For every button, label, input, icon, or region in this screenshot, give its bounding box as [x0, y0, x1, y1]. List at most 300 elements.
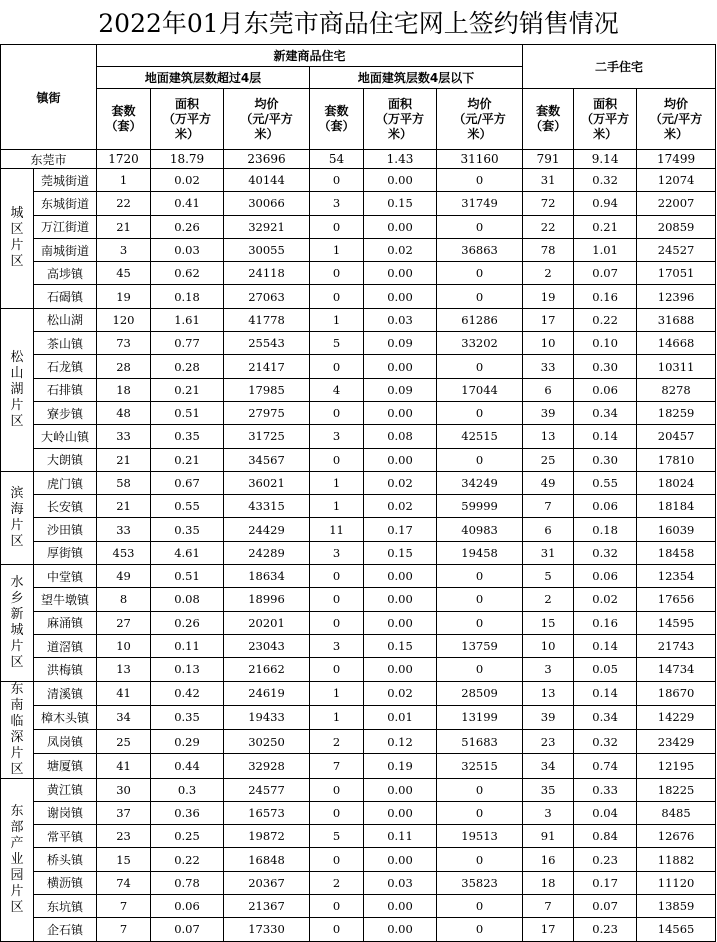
town-name: 东城街道: [34, 192, 97, 215]
table-cell: 18259: [637, 401, 716, 424]
table-cell: 13199: [437, 705, 523, 729]
town-name: 松山湖: [34, 308, 97, 331]
table-cell: 0.00: [364, 918, 437, 941]
table-cell: 0.03: [151, 238, 224, 261]
town-name: 洪梅镇: [34, 658, 97, 681]
table-cell: 7: [97, 895, 151, 918]
table-cell: 0: [437, 611, 523, 634]
table-cell: 42515: [437, 425, 523, 448]
table-cell: 0.51: [151, 401, 224, 424]
table-cell: 18: [523, 871, 574, 894]
table-cell: 0.13: [151, 658, 224, 681]
table-cell: 17810: [637, 448, 716, 471]
table-cell: 0.00: [364, 401, 437, 424]
table-row: [1, 895, 716, 918]
table-cell: 0.03: [364, 871, 437, 894]
table-cell: 9.14: [574, 150, 637, 169]
table-cell: 49: [97, 565, 151, 588]
table-cell: 0: [310, 588, 364, 611]
table-cell: 27: [97, 611, 151, 634]
table-cell: 36863: [437, 238, 523, 261]
table-cell: 7: [523, 495, 574, 518]
table-cell: 25543: [224, 332, 310, 355]
table-cell: 0: [310, 658, 364, 681]
table-cell: 20201: [224, 611, 310, 634]
table-cell: 0.23: [574, 918, 637, 941]
town-name: 南城街道: [34, 238, 97, 261]
table-cell: 0.11: [364, 825, 437, 848]
table-cell: 0: [437, 355, 523, 378]
table-cell: 7: [523, 895, 574, 918]
table-cell: 0.07: [574, 262, 637, 285]
town-name: 常平镇: [34, 825, 97, 848]
table-cell: 4.61: [151, 541, 224, 564]
table-cell: 10: [97, 634, 151, 657]
table-cell: 5: [310, 825, 364, 848]
table-cell: 1: [310, 681, 364, 705]
table-cell: 1.61: [151, 308, 224, 331]
table-cell: 453: [97, 541, 151, 564]
table-cell: 18184: [637, 495, 716, 518]
table-cell: 32515: [437, 754, 523, 778]
table-cell: 19: [523, 285, 574, 308]
table-cell: 0.26: [151, 215, 224, 238]
table-cell: 24619: [224, 681, 310, 705]
table-cell: 8: [97, 588, 151, 611]
table-cell: 15: [523, 611, 574, 634]
price-column-header: 均价 （元/平方 米）: [224, 89, 310, 150]
town-name: 企石镇: [34, 918, 97, 941]
table-cell: 0.08: [151, 588, 224, 611]
table-cell: 0.16: [574, 611, 637, 634]
table-cell: 25: [523, 448, 574, 471]
table-cell: 0.28: [151, 355, 224, 378]
district-label: 水 乡 新 城 片 区: [1, 565, 34, 681]
table-cell: 0: [310, 918, 364, 941]
units-column-header: 套数 （套）: [97, 89, 151, 150]
table-cell: 0.44: [151, 754, 224, 778]
table-cell: 31: [523, 169, 574, 192]
table-cell: 0: [437, 262, 523, 285]
table-cell: 0.02: [151, 169, 224, 192]
table-cell: 0: [437, 895, 523, 918]
table-cell: 3: [310, 634, 364, 657]
table-cell: 31749: [437, 192, 523, 215]
table-cell: 3: [523, 658, 574, 681]
table-cell: 791: [523, 150, 574, 169]
table-cell: 0.36: [151, 801, 224, 824]
area-column-header: 面积 （万平方 米）: [151, 89, 224, 150]
table-cell: 7: [97, 918, 151, 941]
table-cell: 23: [97, 825, 151, 848]
table-cell: 0.42: [151, 681, 224, 705]
table-cell: 0: [437, 565, 523, 588]
table-cell: 19458: [437, 541, 523, 564]
table-row: [1, 681, 716, 705]
table-cell: 0: [437, 778, 523, 801]
table-cell: 91: [523, 825, 574, 848]
table-cell: 59999: [437, 495, 523, 518]
table-cell: 0: [310, 215, 364, 238]
table-cell: 19513: [437, 825, 523, 848]
table-cell: 45: [97, 262, 151, 285]
table-row: [1, 541, 716, 564]
town-name: 寮步镇: [34, 401, 97, 424]
table-cell: 14229: [637, 705, 716, 729]
table-cell: 18634: [224, 565, 310, 588]
table-cell: 58: [97, 471, 151, 494]
table-cell: 11120: [637, 871, 716, 894]
table-cell: 12354: [637, 565, 716, 588]
table-cell: 0.06: [151, 895, 224, 918]
table-cell: 0.03: [364, 308, 437, 331]
table-cell: 0: [310, 801, 364, 824]
table-row: [1, 658, 716, 681]
table-cell: 0.00: [364, 169, 437, 192]
table-cell: 6: [523, 518, 574, 541]
town-name: 石排镇: [34, 378, 97, 401]
table-cell: 0.17: [574, 871, 637, 894]
table-cell: 40983: [437, 518, 523, 541]
town-name: 厚街镇: [34, 541, 97, 564]
table-cell: 19: [97, 285, 151, 308]
table-row: [1, 825, 716, 848]
table-cell: 12676: [637, 825, 716, 848]
table-cell: 0.30: [574, 355, 637, 378]
table-cell: 0: [310, 285, 364, 308]
table-row: [1, 192, 716, 215]
table-row: [1, 705, 716, 729]
table-cell: 8278: [637, 378, 716, 401]
town-name: 虎门镇: [34, 471, 97, 494]
table-cell: 14595: [637, 611, 716, 634]
table-cell: 24527: [637, 238, 716, 261]
new-housing-header: 新建商品住宅: [97, 45, 523, 67]
table-cell: 0.23: [574, 848, 637, 871]
town-name: 长安镇: [34, 495, 97, 518]
table-row: [1, 378, 716, 401]
table-cell: 0.35: [151, 425, 224, 448]
town-name: 塘厦镇: [34, 754, 97, 778]
table-cell: 43315: [224, 495, 310, 518]
table-cell: 0.74: [574, 754, 637, 778]
town-name: 望牛墩镇: [34, 588, 97, 611]
table-cell: 24429: [224, 518, 310, 541]
table-cell: 51683: [437, 730, 523, 754]
table-cell: 1: [310, 705, 364, 729]
table-cell: 0.12: [364, 730, 437, 754]
table-cell: 0.32: [574, 541, 637, 564]
sales-table: [0, 44, 716, 942]
table-row: [1, 355, 716, 378]
table-cell: 28: [97, 355, 151, 378]
table-cell: 0.00: [364, 801, 437, 824]
table-cell: 0.00: [364, 588, 437, 611]
district-label: 东 南 临 深 片 区: [1, 681, 34, 778]
table-cell: 41: [97, 754, 151, 778]
table-cell: 1: [310, 308, 364, 331]
table-cell: 6: [523, 378, 574, 401]
table-cell: 32921: [224, 215, 310, 238]
table-cell: 8485: [637, 801, 716, 824]
table-cell: 1: [310, 238, 364, 261]
table-cell: 23043: [224, 634, 310, 657]
page-title: 2022年01月东莞市商品住宅网上签约销售情况: [98, 9, 619, 38]
area-column-header: 面积 （万平方 米）: [574, 89, 637, 150]
table-cell: 30250: [224, 730, 310, 754]
table-cell: 28509: [437, 681, 523, 705]
table-cell: 0.41: [151, 192, 224, 215]
table-cell: 14668: [637, 332, 716, 355]
table-cell: 49: [523, 471, 574, 494]
table-cell: 0.10: [574, 332, 637, 355]
table-cell: 20859: [637, 215, 716, 238]
table-cell: 24289: [224, 541, 310, 564]
table-cell: 16848: [224, 848, 310, 871]
below4-header: 地面建筑层数4层以下: [310, 67, 523, 89]
table-cell: 0.32: [574, 169, 637, 192]
table-cell: 21417: [224, 355, 310, 378]
table-cell: 11882: [637, 848, 716, 871]
table-cell: 3: [310, 192, 364, 215]
table-row: [1, 634, 716, 657]
table-cell: 18024: [637, 471, 716, 494]
table-cell: 33: [523, 355, 574, 378]
table-cell: 0: [310, 778, 364, 801]
table-row: [1, 401, 716, 424]
table-cell: 0: [437, 215, 523, 238]
town-name: 横沥镇: [34, 871, 97, 894]
table-cell: 0.21: [151, 448, 224, 471]
table-cell: 10311: [637, 355, 716, 378]
table-cell: 18996: [224, 588, 310, 611]
table-cell: 0.05: [574, 658, 637, 681]
table-cell: 0.33: [574, 778, 637, 801]
table-cell: 7: [310, 754, 364, 778]
district-label: 松 山 湖 片 区: [1, 308, 34, 471]
town-name: 石龙镇: [34, 355, 97, 378]
table-cell: 35823: [437, 871, 523, 894]
table-cell: 3: [310, 425, 364, 448]
table-row: [1, 611, 716, 634]
city-name: 东莞市: [1, 150, 97, 169]
table-cell: 0.02: [364, 681, 437, 705]
table-cell: 25: [97, 730, 151, 754]
table-cell: 0.00: [364, 285, 437, 308]
table-cell: 0.32: [574, 730, 637, 754]
district-label: 东 部 产 业 园 片 区: [1, 778, 34, 941]
table-cell: 27063: [224, 285, 310, 308]
table-cell: 0.00: [364, 895, 437, 918]
table-cell: 0.55: [151, 495, 224, 518]
table-cell: 20457: [637, 425, 716, 448]
table-cell: 34249: [437, 471, 523, 494]
table-cell: 0.06: [574, 378, 637, 401]
table-cell: 0.25: [151, 825, 224, 848]
table-cell: 33202: [437, 332, 523, 355]
town-name: 莞城街道: [34, 169, 97, 192]
table-cell: 0: [437, 848, 523, 871]
table-cell: 17051: [637, 262, 716, 285]
table-cell: 0.07: [574, 895, 637, 918]
table-cell: 0.62: [151, 262, 224, 285]
table-cell: 22007: [637, 192, 716, 215]
table-cell: 13: [97, 658, 151, 681]
table-cell: 0: [437, 801, 523, 824]
table-cell: 0.35: [151, 518, 224, 541]
table-cell: 0.22: [151, 848, 224, 871]
table-cell: 0: [310, 565, 364, 588]
table-cell: 48: [97, 401, 151, 424]
table-cell: 13: [523, 681, 574, 705]
table-cell: 17: [523, 918, 574, 941]
table-cell: 31: [523, 541, 574, 564]
table-cell: 0: [310, 895, 364, 918]
table-cell: 39: [523, 401, 574, 424]
table-cell: 0.11: [151, 634, 224, 657]
table-cell: 37: [97, 801, 151, 824]
town-header: 镇街: [1, 45, 97, 150]
table-cell: 3: [97, 238, 151, 261]
table-cell: 19872: [224, 825, 310, 848]
table-row: [1, 871, 716, 894]
town-name: 道滘镇: [34, 634, 97, 657]
table-cell: 0.51: [151, 565, 224, 588]
table-cell: 0.00: [364, 565, 437, 588]
table-cell: 78: [523, 238, 574, 261]
table-cell: 18458: [637, 541, 716, 564]
table-cell: 10: [523, 332, 574, 355]
table-cell: 0.19: [364, 754, 437, 778]
table-cell: 36021: [224, 471, 310, 494]
table-cell: 0: [310, 448, 364, 471]
table-cell: 0.34: [574, 401, 637, 424]
town-name: 万江街道: [34, 215, 97, 238]
town-name: 茶山镇: [34, 332, 97, 355]
table-cell: 1.01: [574, 238, 637, 261]
table-cell: 30: [97, 778, 151, 801]
table-cell: 21367: [224, 895, 310, 918]
table-cell: 40144: [224, 169, 310, 192]
table-cell: 19433: [224, 705, 310, 729]
table-cell: 14565: [637, 918, 716, 941]
table-cell: 34: [97, 705, 151, 729]
table-cell: 4: [310, 378, 364, 401]
table-cell: 27975: [224, 401, 310, 424]
table-cell: 21743: [637, 634, 716, 657]
table-cell: 1.43: [364, 150, 437, 169]
table-cell: 18.79: [151, 150, 224, 169]
table-cell: 0.21: [151, 378, 224, 401]
table-cell: 33: [97, 518, 151, 541]
table-cell: 0.00: [364, 778, 437, 801]
table-cell: 0.21: [574, 215, 637, 238]
table-cell: 0.00: [364, 848, 437, 871]
table-cell: 15: [97, 848, 151, 871]
table-row: [1, 495, 716, 518]
price-column-header: 均价 （元/平方 米）: [637, 89, 716, 150]
table-cell: 12195: [637, 754, 716, 778]
table-cell: 0: [437, 169, 523, 192]
table-cell: 0.00: [364, 262, 437, 285]
town-name: 桥头镇: [34, 848, 97, 871]
table-row: [1, 425, 716, 448]
table-cell: 17985: [224, 378, 310, 401]
table-cell: 0.67: [151, 471, 224, 494]
table-cell: 23429: [637, 730, 716, 754]
table-cell: 20367: [224, 871, 310, 894]
table-row: [1, 285, 716, 308]
table-row: [1, 238, 716, 261]
table-cell: 0.15: [364, 541, 437, 564]
table-cell: 33: [97, 425, 151, 448]
table-cell: 0.00: [364, 355, 437, 378]
table-cell: 32928: [224, 754, 310, 778]
table-cell: 74: [97, 871, 151, 894]
table-row: [1, 730, 716, 754]
table-cell: 0.17: [364, 518, 437, 541]
table-cell: 3: [523, 801, 574, 824]
table-cell: 17: [523, 308, 574, 331]
town-name: 高埗镇: [34, 262, 97, 285]
table-row: [1, 754, 716, 778]
table-cell: 5: [523, 565, 574, 588]
table-cell: 0.09: [364, 332, 437, 355]
table-cell: 23: [523, 730, 574, 754]
town-name: 清溪镇: [34, 681, 97, 705]
town-name: 东坑镇: [34, 895, 97, 918]
table-cell: 1720: [97, 150, 151, 169]
price-column-header: 均价 （元/平方 米）: [437, 89, 523, 150]
table-cell: 2: [523, 262, 574, 285]
table-cell: 0.00: [364, 448, 437, 471]
table-cell: 54: [310, 150, 364, 169]
table-cell: 16: [523, 848, 574, 871]
units-column-header: 套数 （套）: [310, 89, 364, 150]
table-cell: 0: [437, 285, 523, 308]
table-cell: 17044: [437, 378, 523, 401]
table-cell: 17330: [224, 918, 310, 941]
table-cell: 1: [97, 169, 151, 192]
table-cell: 2: [310, 871, 364, 894]
table-row: [1, 918, 716, 941]
table-cell: 17499: [637, 150, 716, 169]
table-cell: 0.35: [151, 705, 224, 729]
table-cell: 0.30: [574, 448, 637, 471]
table-cell: 11: [310, 518, 364, 541]
table-cell: 0.3: [151, 778, 224, 801]
table-cell: 16573: [224, 801, 310, 824]
table-cell: 0.15: [364, 192, 437, 215]
table-cell: 21662: [224, 658, 310, 681]
table-cell: 34567: [224, 448, 310, 471]
table-cell: 10: [523, 634, 574, 657]
table-cell: 0: [310, 611, 364, 634]
table-cell: 0.34: [574, 705, 637, 729]
table-cell: 21: [97, 495, 151, 518]
town-name: 大朗镇: [34, 448, 97, 471]
table-cell: 0.22: [574, 308, 637, 331]
table-cell: 24577: [224, 778, 310, 801]
district-label: 城 区 片 区: [1, 169, 34, 309]
table-cell: 1: [310, 495, 364, 518]
town-name: 樟木头镇: [34, 705, 97, 729]
table-cell: 23696: [224, 150, 310, 169]
table-cell: 0: [310, 401, 364, 424]
table-cell: 0: [437, 448, 523, 471]
table-cell: 21: [97, 448, 151, 471]
table-cell: 0: [437, 401, 523, 424]
